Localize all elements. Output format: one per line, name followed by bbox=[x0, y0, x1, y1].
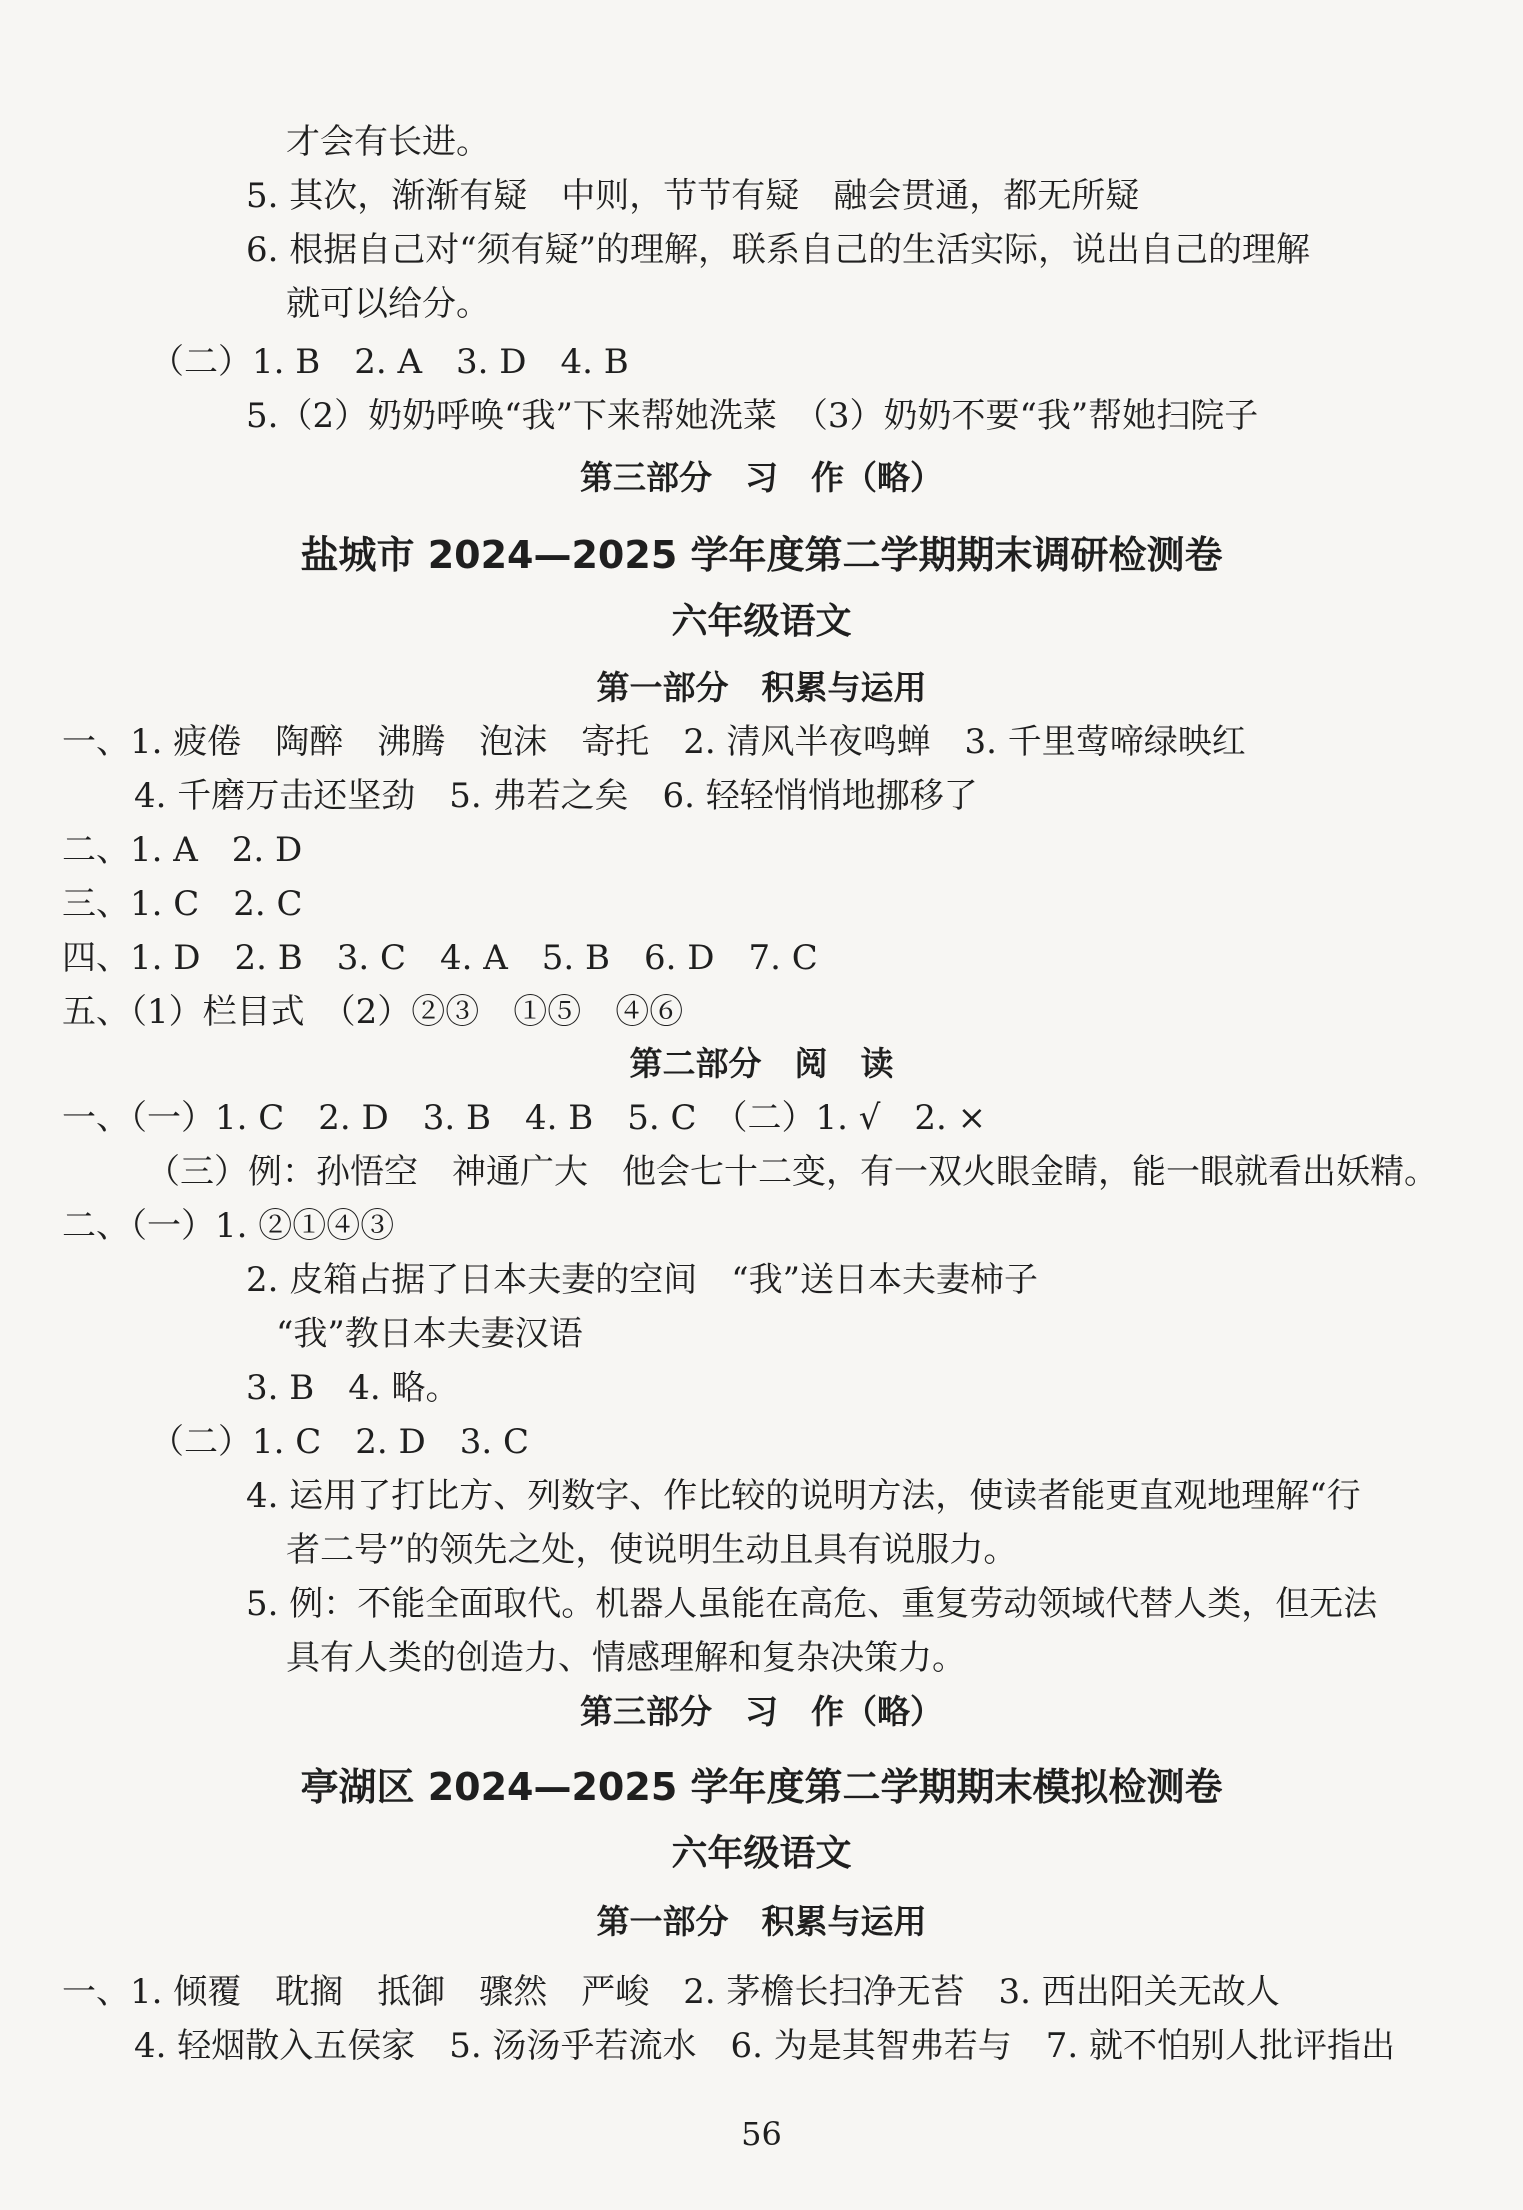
section-heading: 第三部分 习 作（略） bbox=[580, 1692, 943, 1731]
answer-line: 就可以给分。 bbox=[286, 284, 490, 324]
answer-line: 5. 例：不能全面取代。机器人虽能在高危、重复劳动领域代替人类，但无法 bbox=[246, 1584, 1378, 1624]
answer-line: 五、（1）栏目式 （2）②③ ①⑤ ④⑥ bbox=[62, 992, 684, 1032]
answer-line: 二、1. A 2. D bbox=[62, 830, 303, 870]
answer-line: 5.（2）奶奶呼唤“我”下来帮她洗菜 （3）奶奶不要“我”帮她扫院子 bbox=[246, 396, 1259, 436]
grade-heading: 六年级语文 bbox=[671, 601, 852, 642]
page-number: 56 bbox=[741, 2115, 782, 2153]
answer-line: 三、1. C 2. C bbox=[62, 884, 303, 924]
exam-title: 亭湖区 2024—2025 学年度第二学期期末模拟检测卷 bbox=[300, 1765, 1223, 1809]
answer-line: （三）例：孙悟空 神通广大 他会七十二变，有一双火眼金睛，能一眼就看出妖精。 bbox=[146, 1152, 1438, 1192]
answer-line: 四、1. D 2. B 3. C 4. A 5. B 6. D 7. C bbox=[62, 938, 818, 978]
answer-line: 一、（一）1. C 2. D 3. B 4. B 5. C （二）1. √ 2. × bbox=[62, 1098, 987, 1138]
answer-line: 6. 根据自己对“须有疑”的理解，联系自己的生活实际，说出自己的理解 bbox=[246, 230, 1311, 270]
answer-line: 具有人类的创造力、情感理解和复杂决策力。 bbox=[286, 1638, 966, 1678]
answer-line: 3. B 4. 略。 bbox=[246, 1368, 460, 1408]
section-heading: 第一部分 积累与运用 bbox=[596, 668, 927, 707]
answer-line: 2. 皮箱占据了日本夫妻的空间 “我”送日本夫妻柿子 bbox=[246, 1260, 1039, 1300]
answer-line: （二）1. C 2. D 3. C bbox=[150, 1422, 530, 1462]
answer-line: 二、（一）1. ②①④③ bbox=[62, 1206, 395, 1246]
section-heading: 第三部分 习 作（略） bbox=[580, 458, 943, 497]
section-heading: 第一部分 积累与运用 bbox=[596, 1902, 927, 1941]
exam-title: 盐城市 2024—2025 学年度第二学期期末调研检测卷 bbox=[300, 533, 1223, 577]
answer-line: 才会有长进。 bbox=[286, 122, 490, 162]
answer-line: （二）1. B 2. A 3. D 4. B bbox=[150, 342, 629, 382]
answer-line: 一、1. 倾覆 耽搁 抵御 骤然 严峻 2. 茅檐长扫净无苔 3. 西出阳关无故人 bbox=[62, 1972, 1280, 2012]
answer-line: 4. 千磨万击还坚劲 5. 弗若之矣 6. 轻轻悄悄地挪移了 bbox=[134, 776, 978, 816]
answer-line: 4. 运用了打比方、列数字、作比较的说明方法，使读者能更直观地理解“行 bbox=[246, 1476, 1361, 1516]
answer-line: 者二号”的领先之处，使说明生动且具有说服力。 bbox=[286, 1530, 1018, 1570]
section-heading: 第二部分 阅 读 bbox=[629, 1044, 894, 1083]
answer-line: 4. 轻烟散入五侯家 5. 汤汤乎若流水 6. 为是其智弗若与 7. 就不怕别人批评指出 bbox=[134, 2026, 1395, 2066]
answer-line: 5. 其次，渐渐有疑 中则，节节有疑 融会贯通，都无所疑 bbox=[246, 176, 1140, 216]
answer-line: 一、1. 疲倦 陶醉 沸腾 泡沫 寄托 2. 清风半夜鸣蝉 3. 千里莺啼绿映红 bbox=[62, 722, 1246, 762]
grade-heading: 六年级语文 bbox=[671, 1833, 852, 1874]
answer-line: “我”教日本夫妻汉语 bbox=[276, 1314, 583, 1354]
